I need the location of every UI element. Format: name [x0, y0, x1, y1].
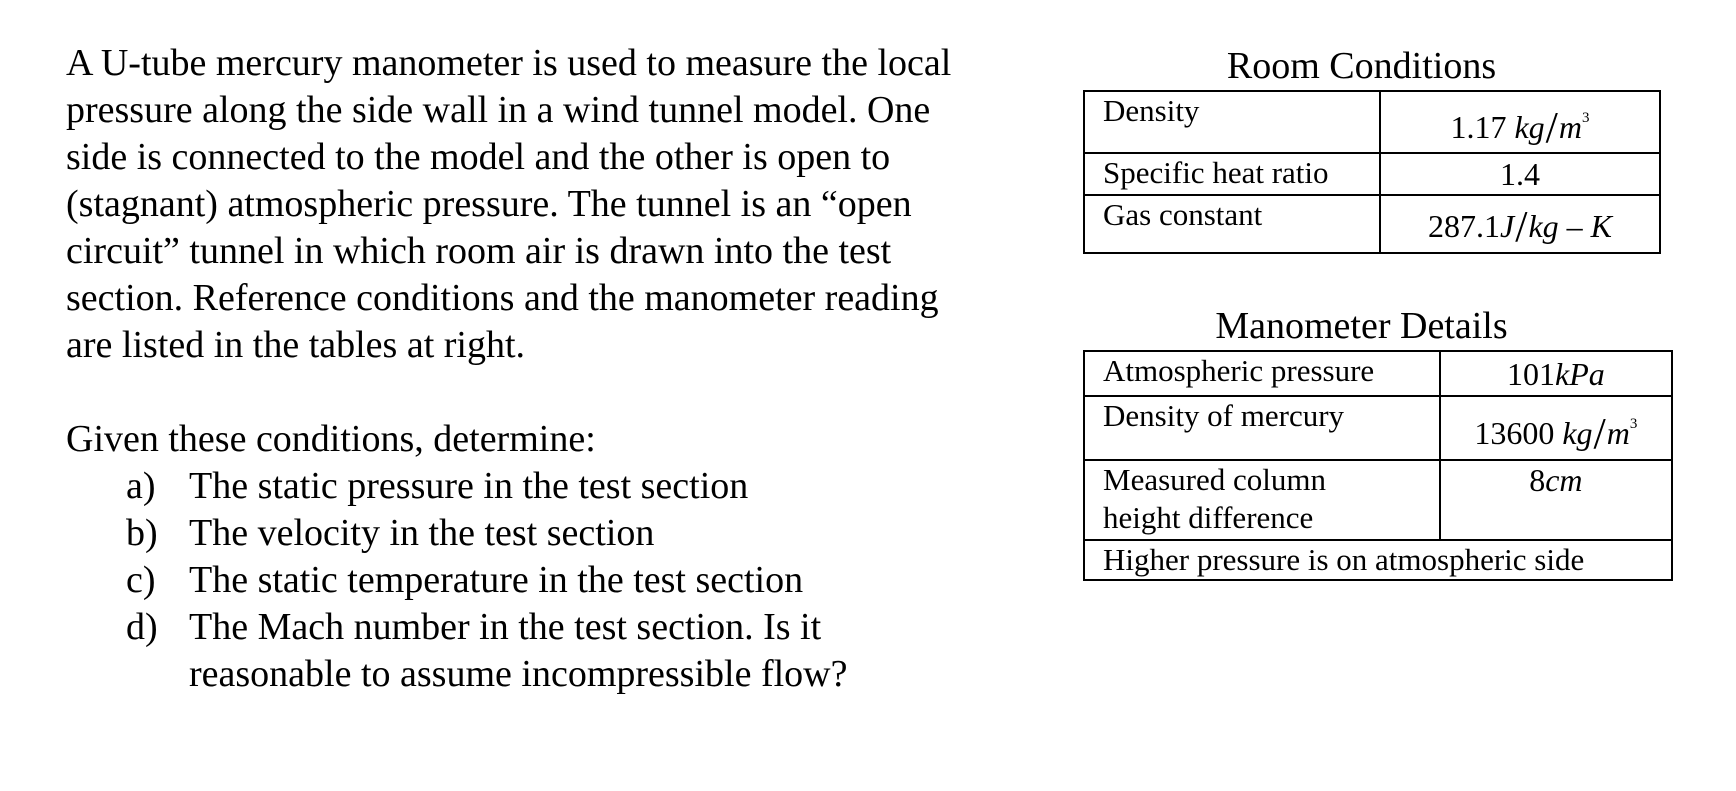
- task-line: reasonable to assume incompressible flow?: [189, 653, 848, 695]
- task-text: [189, 557, 803, 604]
- task-item: [126, 510, 1066, 557]
- table-row: [1084, 91, 1660, 153]
- mercury-density-value: 13600 $kg/m^3$: [1440, 396, 1672, 460]
- problem-statement: [66, 40, 1066, 698]
- table-row: [1084, 351, 1672, 396]
- specific-heat-value: 1.4: [1380, 153, 1660, 195]
- table-row: [1084, 396, 1672, 460]
- intro-line: (stagnant) atmospheric pressure. The tunnel is an “open: [66, 183, 912, 225]
- task-line: The velocity in the test section: [189, 512, 655, 554]
- problem-prompt: Given these conditions, determine:: [66, 418, 596, 460]
- intro-line: side is connected to the model and the other is open to: [66, 136, 891, 178]
- task-list: [66, 463, 1066, 698]
- gas-constant-label: Gas constant: [1084, 195, 1380, 253]
- height-difference-label: Measured column height difference: [1084, 460, 1440, 540]
- task-line: The Mach number in the test section. Is it: [189, 606, 822, 648]
- task-marker: b): [126, 512, 158, 554]
- problem-intro: [66, 40, 1066, 369]
- task-item: [126, 557, 1066, 604]
- pressure-note: Higher pressure is on atmospheric side: [1084, 540, 1672, 580]
- task-text: [189, 510, 654, 557]
- manometer-details-title: Manometer Details: [1215, 305, 1508, 347]
- height-difference-value: 8cm: [1440, 460, 1672, 540]
- task-text: [189, 463, 748, 510]
- task-line: The static temperature in the test section: [189, 559, 804, 601]
- mercury-density-label: Density of mercury: [1084, 396, 1440, 460]
- density-value: 1.17 $kg/m^3$: [1380, 91, 1660, 153]
- intro-line: A U-tube mercury manometer is used to measure the local: [66, 42, 952, 84]
- atm-pressure-value: 101kPa: [1440, 351, 1672, 396]
- intro-line: section. Reference conditions and the manometer reading: [66, 277, 939, 319]
- table-row: [1084, 540, 1672, 580]
- table-row: [1084, 195, 1660, 253]
- task-text: [189, 604, 847, 698]
- task-marker: c): [126, 559, 156, 601]
- table-row: [1084, 460, 1672, 540]
- task-marker: a): [126, 465, 156, 507]
- specific-heat-label: Specific heat ratio: [1084, 153, 1380, 195]
- atm-pressure-label: Atmospheric pressure: [1084, 351, 1440, 396]
- task-item: [126, 604, 1066, 698]
- table-row: [1084, 153, 1660, 195]
- intro-line: are listed in the tables at right.: [66, 324, 526, 366]
- density-label: Density: [1084, 91, 1380, 153]
- intro-line: pressure along the side wall in a wind tunnel model. One: [66, 89, 931, 131]
- room-conditions-title: Room Conditions: [1226, 45, 1497, 87]
- task-line: The static pressure in the test section: [189, 465, 749, 507]
- task-marker: d): [126, 606, 158, 648]
- gas-constant-value: 287.1J/kg – K: [1380, 195, 1660, 253]
- task-item: [126, 463, 1066, 510]
- room-conditions-table: [1083, 90, 1661, 254]
- manometer-details-table: [1083, 350, 1673, 581]
- intro-line: circuit” tunnel in which room air is drawn into the test: [66, 230, 892, 272]
